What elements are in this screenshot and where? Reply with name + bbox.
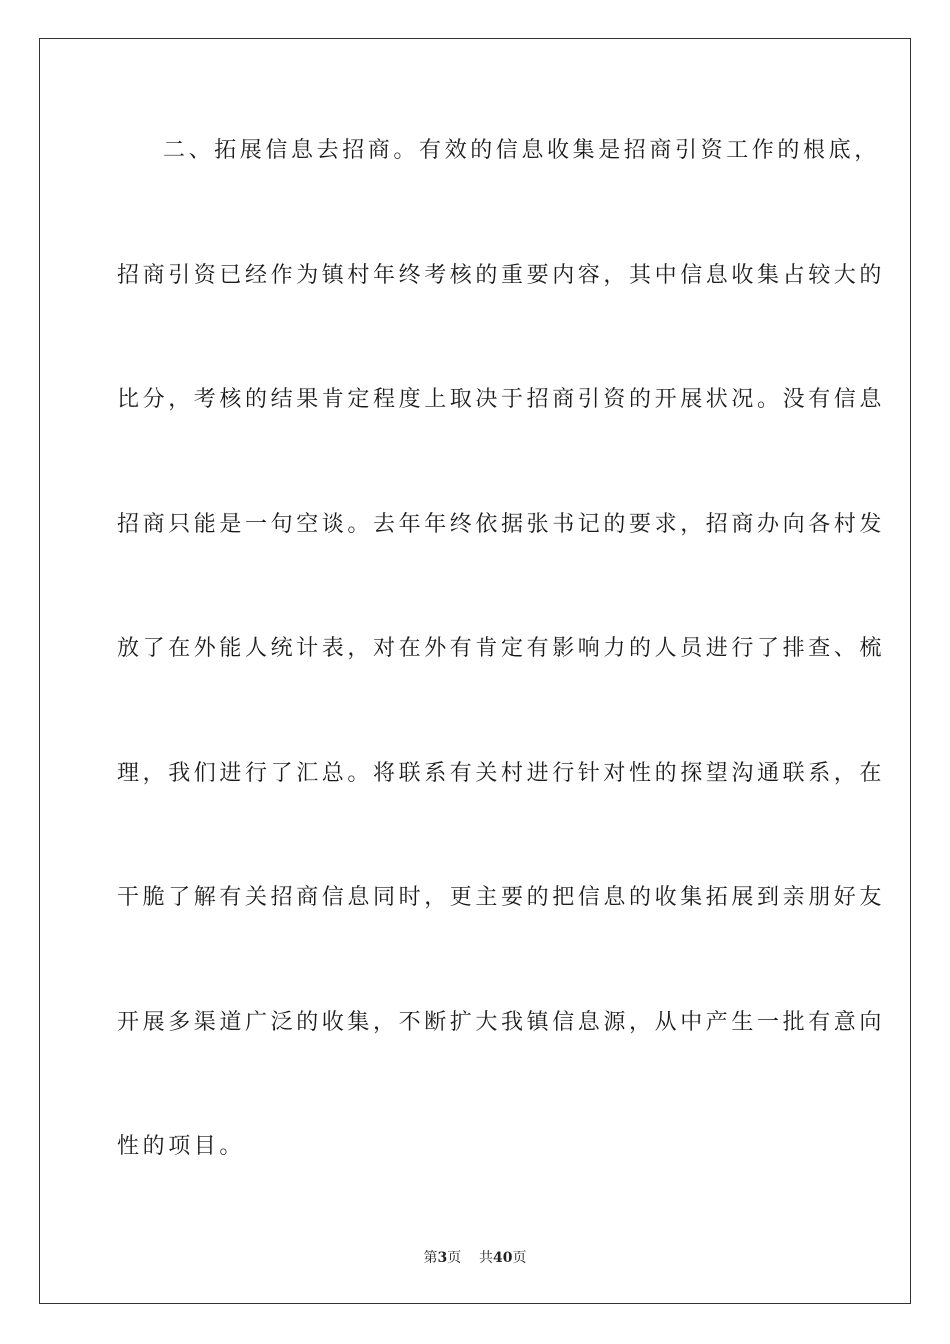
body-line-8: 开展多渠道广泛的收集，不断扩大我镇信息源，从中产生一批有意向: [117, 1010, 886, 1035]
page-prefix: 第: [423, 1250, 438, 1266]
body-line-9: 性的项目。: [117, 1134, 246, 1159]
total-prefix: 共: [479, 1250, 494, 1266]
page-suffix: 页: [447, 1250, 462, 1266]
body-line-2: 招商引资已经作为镇村年终考核的重要内容，其中信息收集占较大的: [117, 263, 886, 288]
total-suffix: 页: [512, 1250, 527, 1266]
body-line-3: 比分，考核的结果肯定程度上取决于招商引资的开展状况。没有信息: [117, 387, 886, 412]
page-number: 3: [437, 1250, 448, 1266]
body-line-1: 二、拓展信息去招商。有效的信息收集是招商引资工作的根底，: [163, 138, 880, 163]
page-footer: [0, 1247, 950, 1267]
total-pages: 40: [493, 1250, 513, 1266]
page-border: [39, 38, 911, 1304]
body-line-5: 放了在外能人统计表，对在外有肯定有影响力的人员进行了排查、梳: [117, 636, 886, 661]
body-line-7: 干脆了解有关招商信息同时，更主要的把信息的收集拓展到亲朋好友: [117, 885, 886, 910]
body-line-4: 招商只能是一句空谈。去年年终依据张书记的要求，招商办向各村发: [117, 512, 886, 537]
body-line-6: 理，我们进行了汇总。将联系有关村进行针对性的探望沟通联系，在: [117, 761, 886, 786]
